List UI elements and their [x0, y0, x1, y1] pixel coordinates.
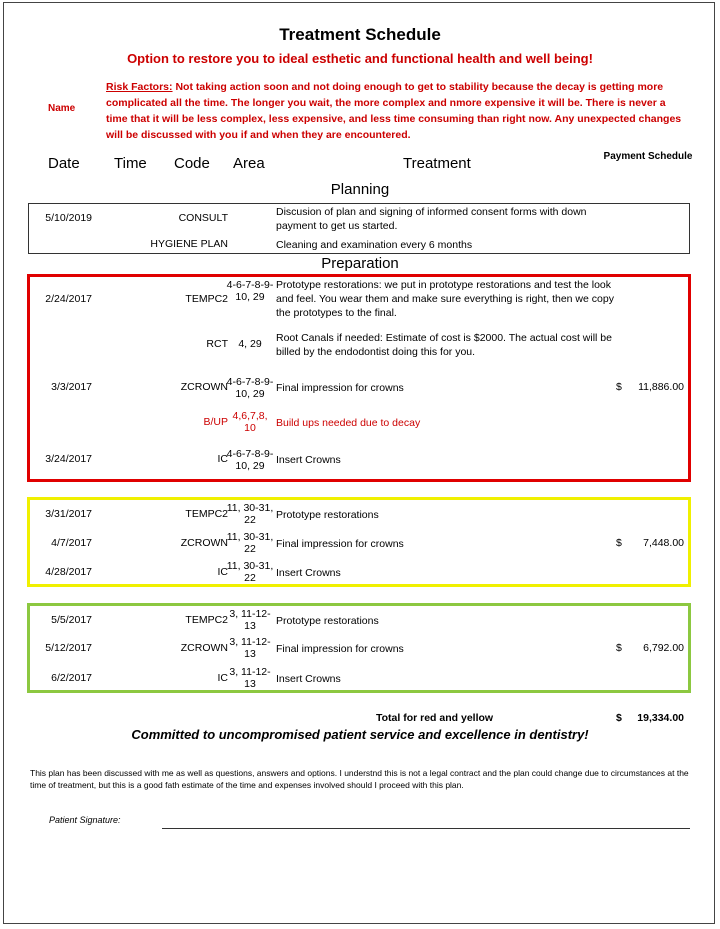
row-code: IC: [217, 453, 228, 465]
row-payment-amount: 7,448.00: [643, 537, 684, 549]
row-treatment: Insert Crowns: [276, 673, 341, 685]
row-date: 3/31/2017: [45, 508, 92, 520]
row-area: 4-6-7-8-9-10, 29: [226, 376, 274, 400]
header-time: Time: [114, 155, 147, 172]
row-payment-currency: $: [616, 642, 622, 654]
row-code: IC: [217, 566, 228, 578]
disclaimer: This plan has been discussed with me as well as questions, answers and options. I understnd this is not a legal contract and the plan could change due to circumstances at the time of treatment, but this is a good fath estimate of the time and expenses involved should I proceed with this plan.: [30, 768, 689, 790]
section-planning: Planning: [330, 181, 390, 198]
commitment-statement: Committed to uncompromised patient service and excellence in dentistry!: [131, 727, 589, 742]
row-payment-currency: $: [616, 381, 622, 393]
row-code: B/UP: [203, 416, 228, 428]
row-code: TEMPC2: [185, 614, 228, 626]
risk-factors: [106, 79, 686, 143]
row-treatment: Cleaning and examination every 6 months: [276, 239, 473, 251]
row-payment-amount: 6,792.00: [643, 642, 684, 654]
row-area: 4, 29: [238, 338, 262, 350]
row-code: CONSULT: [178, 212, 228, 224]
row-treatment: Build ups needed due to decay: [276, 417, 421, 429]
header-date: Date: [48, 155, 80, 172]
total-value: 19,334.00: [637, 712, 684, 724]
section-preparation: Preparation: [321, 255, 399, 272]
row-payment-currency: $: [616, 537, 622, 549]
row-treatment: Prototype restorations: we put in prototype restorations and test the look and feel. You wear them and make sure everything is right, then we copy the prototypes to the final.: [276, 279, 614, 319]
row-payment-amount: 11,886.00: [638, 381, 684, 393]
row-area: 3, 11-12-13: [229, 608, 271, 632]
row-date: 2/24/2017: [45, 293, 92, 305]
row-date: 3/3/2017: [51, 381, 92, 393]
row-area: 3, 11-12-13: [229, 636, 271, 660]
header-code: Code: [174, 155, 210, 172]
row-treatment: Root Canals if needed: Estimate of cost is $2000. The actual cost will be billed by the endodontist doing this for you.: [276, 332, 612, 358]
row-treatment: Insert Crowns: [276, 454, 341, 466]
row-date: 5/10/2019: [45, 212, 92, 224]
row-date: 5/5/2017: [51, 614, 92, 626]
row-treatment: Final impression for crowns: [276, 538, 404, 550]
row-date: 4/28/2017: [45, 566, 92, 578]
document-subtitle: Option to restore you to ideal esthetic and functional health and well being!: [127, 51, 593, 66]
row-area: 4-6-7-8-9-10, 29: [226, 279, 274, 303]
row-date: 5/12/2017: [45, 642, 92, 654]
row-code: HYGIENE PLAN: [150, 238, 228, 250]
row-date: 6/2/2017: [51, 672, 92, 684]
row-area: 11, 30-31, 22: [226, 502, 274, 526]
row-code: TEMPC2: [185, 293, 228, 305]
row-treatment: Final impression for crowns: [276, 643, 404, 655]
row-date: 3/24/2017: [45, 453, 92, 465]
total-currency: $: [616, 712, 622, 724]
row-treatment: Discusion of plan and signing of informed consent forms with down payment to get us started.: [276, 206, 587, 232]
row-treatment: Insert Crowns: [276, 567, 341, 579]
row-code: ZCROWN: [180, 642, 228, 654]
row-code: IC: [217, 672, 228, 684]
header-area: Area: [233, 155, 265, 172]
row-code: ZCROWN: [180, 537, 228, 549]
row-code: TEMPC2: [185, 508, 228, 520]
risk-factors-text: Not taking action soon and not doing enough to get to stability because the decay is getting more complicated all the time. The longer you wait, the more complex and nmore expensive it will be. There is never a time that it will be less complex, less expensive, and less time consuming than right now. Any unexpected changes will be discussed with you if and when they are encountered.: [106, 81, 682, 141]
row-code: ZCROWN: [180, 381, 228, 393]
header-payment-schedule: Payment Schedule: [603, 151, 693, 162]
total-label: Total for red and yellow: [376, 712, 494, 724]
row-area: 3, 11-12-13: [229, 666, 271, 690]
row-code: RCT: [206, 338, 228, 350]
row-date: 4/7/2017: [51, 537, 92, 549]
row-area: 11, 30-31, 22: [226, 531, 274, 555]
signature-label: Patient Signature:: [49, 815, 121, 825]
header-treatment: Treatment: [403, 155, 471, 172]
row-treatment: Prototype restorations: [276, 509, 379, 521]
risk-factors-label: Risk Factors:: [106, 81, 173, 93]
row-treatment: Prototype restorations: [276, 615, 379, 627]
name-label: Name: [48, 103, 76, 114]
row-area: 4,6,7,8, 10: [232, 410, 268, 434]
row-area: 11, 30-31, 22: [226, 560, 274, 584]
row-treatment: Final impression for crowns: [276, 382, 404, 394]
document-title: Treatment Schedule: [279, 25, 441, 44]
row-area: 4-6-7-8-9-10, 29: [226, 448, 274, 472]
signature-line[interactable]: [162, 828, 690, 829]
